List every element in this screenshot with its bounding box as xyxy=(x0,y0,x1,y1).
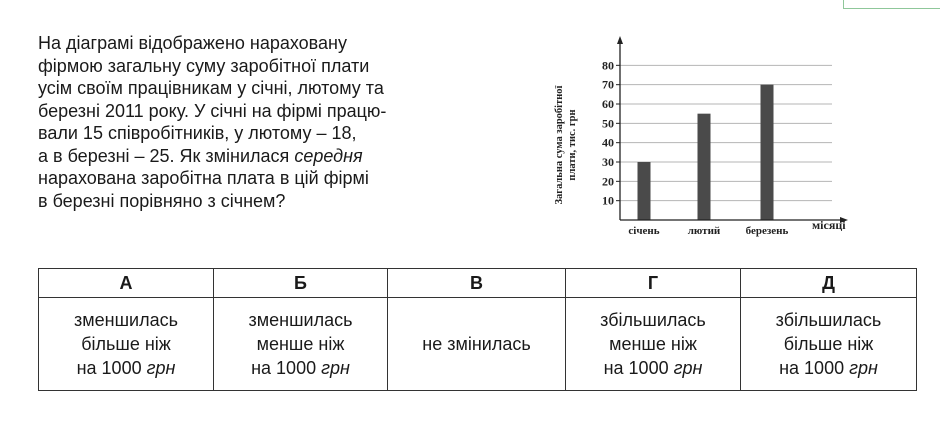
y-axis-label: Загальна сума заробітної xyxy=(554,85,565,205)
emphasis-word: середня xyxy=(294,145,363,166)
y-axis-label: плати, тис. грн xyxy=(567,109,578,181)
option-label-e[interactable]: Д xyxy=(741,269,917,298)
option-amount xyxy=(43,356,209,380)
answer-options-row xyxy=(39,298,917,391)
answer-header-row xyxy=(39,269,917,298)
option-text: більше ніж xyxy=(81,334,171,354)
option-text: збільшилась xyxy=(775,310,882,330)
option-text: не змінилась xyxy=(422,334,531,354)
y-tick-label: 10 xyxy=(602,193,614,208)
option-text: збільшилась xyxy=(600,310,706,330)
option-label-a[interactable]: А xyxy=(39,269,214,298)
bar-березень xyxy=(761,85,774,220)
amount-value: на 1000 xyxy=(779,358,850,378)
bar-лютий xyxy=(698,114,711,220)
corner-frame xyxy=(843,0,940,9)
option-amount xyxy=(745,356,912,380)
amount-unit: грн xyxy=(849,358,878,378)
bar-січень xyxy=(638,162,651,220)
y-tick-label: 20 xyxy=(602,174,614,189)
x-tick-label: січень xyxy=(628,225,660,237)
question-line: усім своїм працівникам у січні, лютому та xyxy=(38,78,384,98)
option-d[interactable] xyxy=(566,298,741,391)
amount-unit: грн xyxy=(321,358,350,378)
y-tick-label: 60 xyxy=(602,97,614,111)
question-line: фірмою загальну суму заробітної плати xyxy=(38,55,370,76)
option-e[interactable] xyxy=(741,298,917,391)
x-axis-label: місяці xyxy=(812,218,846,232)
option-amount xyxy=(218,356,383,380)
question-line: вали 15 співробітників, у лютому – 18, xyxy=(38,123,357,143)
option-c[interactable] xyxy=(388,298,566,391)
option-a[interactable] xyxy=(39,298,214,391)
question-line-start: а в березні – 25. Як змінилася xyxy=(38,145,295,166)
amount-unit: грн xyxy=(146,358,176,378)
y-tick-label: 80 xyxy=(602,58,614,73)
option-b[interactable] xyxy=(214,298,388,391)
option-text: зменшилась xyxy=(248,310,353,330)
x-tick-label: лютий xyxy=(687,225,721,237)
amount-unit: грн xyxy=(673,358,703,378)
option-label-d[interactable]: Г xyxy=(566,269,741,298)
amount-value: на 1000 xyxy=(76,358,147,378)
x-tick-label: березень xyxy=(745,225,789,237)
question-line: в березні порівняно з січнем? xyxy=(38,190,286,211)
option-label-c[interactable]: В xyxy=(388,269,566,298)
salary-bar-chart xyxy=(540,28,870,243)
option-text: менше ніж xyxy=(609,334,697,354)
amount-value: на 1000 xyxy=(603,358,674,378)
question-line xyxy=(38,145,498,168)
question-line: березні 2011 року. У січні на фірмі працю- xyxy=(38,100,387,121)
question-line: нарахована заробітна плата в цій фірмі xyxy=(38,168,369,188)
amount-value: на 1000 xyxy=(251,358,322,378)
option-label-b[interactable]: Б xyxy=(214,269,388,298)
y-tick-label: 70 xyxy=(602,77,614,92)
option-amount xyxy=(570,356,736,380)
question-text xyxy=(38,32,498,212)
y-tick-label: 50 xyxy=(602,116,614,131)
option-text: зменшилась xyxy=(74,310,178,330)
y-tick-label: 30 xyxy=(602,155,614,169)
answer-table xyxy=(38,268,917,391)
y-axis-arrow xyxy=(617,36,623,44)
y-tick-label: 40 xyxy=(602,135,614,150)
option-text: менше ніж xyxy=(256,334,345,354)
option-text: більше ніж xyxy=(783,334,874,354)
question-line: На діаграмі відображено нараховану xyxy=(38,33,347,53)
